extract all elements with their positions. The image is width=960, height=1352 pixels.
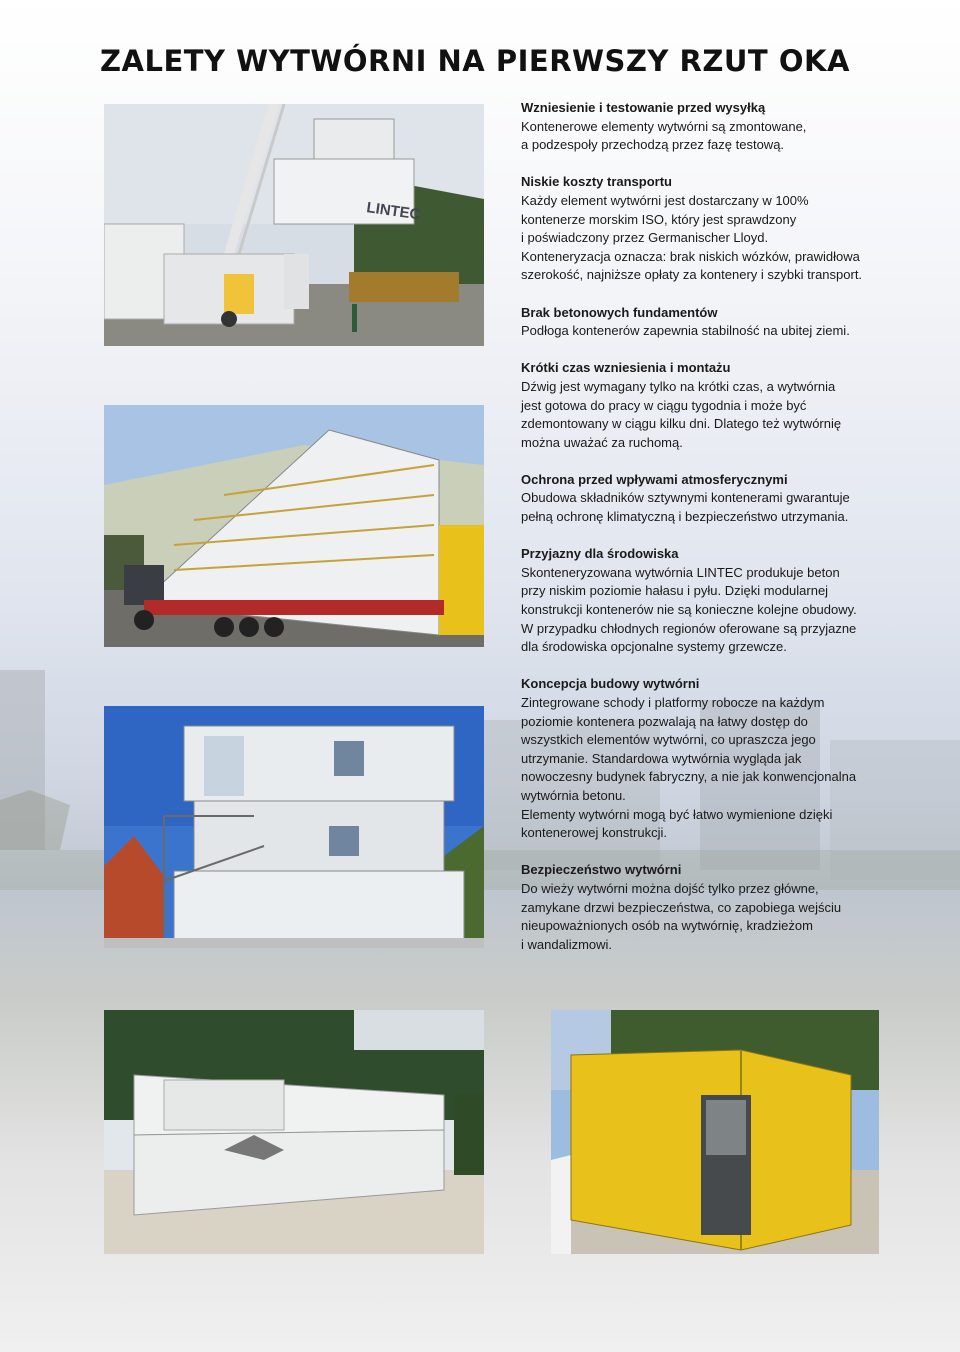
section-no-foundations xyxy=(521,304,911,341)
section-body: Do wieży wytwórni można dojść tylko przez główne, zamykane drzwi bezpieczeństwa, co zapobiega wejściu nieupoważnionych osób na wytwórnię, kradzieżom i wandalizmowi. xyxy=(521,880,842,952)
photo-truck-transport xyxy=(104,405,484,647)
benefits-text-column xyxy=(521,99,911,973)
photo-yellow-container xyxy=(551,1010,879,1254)
section-heading: Koncepcja budowy wytwórni xyxy=(521,676,700,692)
section-heading: Krótki czas wzniesienia i montażu xyxy=(521,360,731,376)
section-body: Kontenerowe elementy wytwórni są zmontowane, a podzespoły przechodzą przez fazę testową. xyxy=(521,118,807,153)
section-heading: Wzniesienie i testowanie przed wysyłką xyxy=(521,100,766,115)
section-body: Każdy element wytwórni jest dostarczany w 100% kontenerze morskim ISO, który jest sprawdzony i poświadczony przez Germanischer Lloyd. Konteneryzacja oznacza: brak niskich wózków, prawidłowa szerokość, najniższe opłaty za kontenery i szybki transport. xyxy=(521,192,863,283)
section-body: Podłoga kontenerów zapewnia stabilność na ubitej ziemi. xyxy=(521,323,850,339)
section-body: Obudowa składników sztywnymi kontenerami gwarantuje pełną ochronę klimatyczną i bezpieczeństwo utrzymania. xyxy=(521,490,850,525)
photo-crane-lifting-container xyxy=(104,104,484,346)
section-environment-friendly xyxy=(521,545,911,657)
section-body: Zintegrowane schody i platformy robocze na każdym poziomie kontenera pozwalają na łatwy dostęp do wszystkich elementów wytwórni, co upraszcza jego utrzymanie. Standardowa wytwórnia wygląda jak nowoczesny budynek fabryczny, a nie jak konwencjonalna wytwórnia betonu. Elementy wytwórni mogą być łatwo wymienione dzięki kontenerowej konstrukcji. xyxy=(521,695,857,841)
page-title: ZALETY WYTWÓRNI NA PIERWSZY RZUT OKA xyxy=(100,44,850,78)
section-test-before-shipping xyxy=(521,99,911,155)
section-heading: Przyjazny dla środowiska xyxy=(521,546,679,562)
section-body: Skonteneryzowana wytwórnia LINTEC produkuje beton przy niskim poziomie hałasu i pyłu. Dzięki modularnej konstrukcji kontenerów nie są konieczne kolejne obudowy. W przypadku chłodnych regionów oferowane są przyjazne dla środowiska opcjonalne systemy grzewcze. xyxy=(521,564,857,655)
photo-white-containers xyxy=(104,1010,484,1254)
section-plant-security xyxy=(521,861,911,954)
section-plant-concept xyxy=(521,675,911,842)
section-short-erection-time xyxy=(521,359,911,452)
lintec-logo-text: LINTEC xyxy=(365,199,422,224)
section-transport-costs xyxy=(521,173,911,285)
section-heading: Bezpieczeństwo wytwórni xyxy=(521,862,682,878)
section-heading: Brak betonowych fundamentów xyxy=(521,304,718,320)
photo-plant-tower xyxy=(104,706,484,948)
section-weather-protection xyxy=(521,471,911,527)
section-heading: Ochrona przed wpływami atmosferycznymi xyxy=(521,471,788,487)
section-heading: Niskie koszty transportu xyxy=(521,174,672,190)
section-body: Dźwig jest wymagany tylko na krótki czas, a wytwórnia jest gotowa do pracy w ciągu tygodnia i może być zdemontowany w ciągu kilku dni. Dlatego też wytwórnię można uważać za ruchomą. xyxy=(521,378,842,450)
